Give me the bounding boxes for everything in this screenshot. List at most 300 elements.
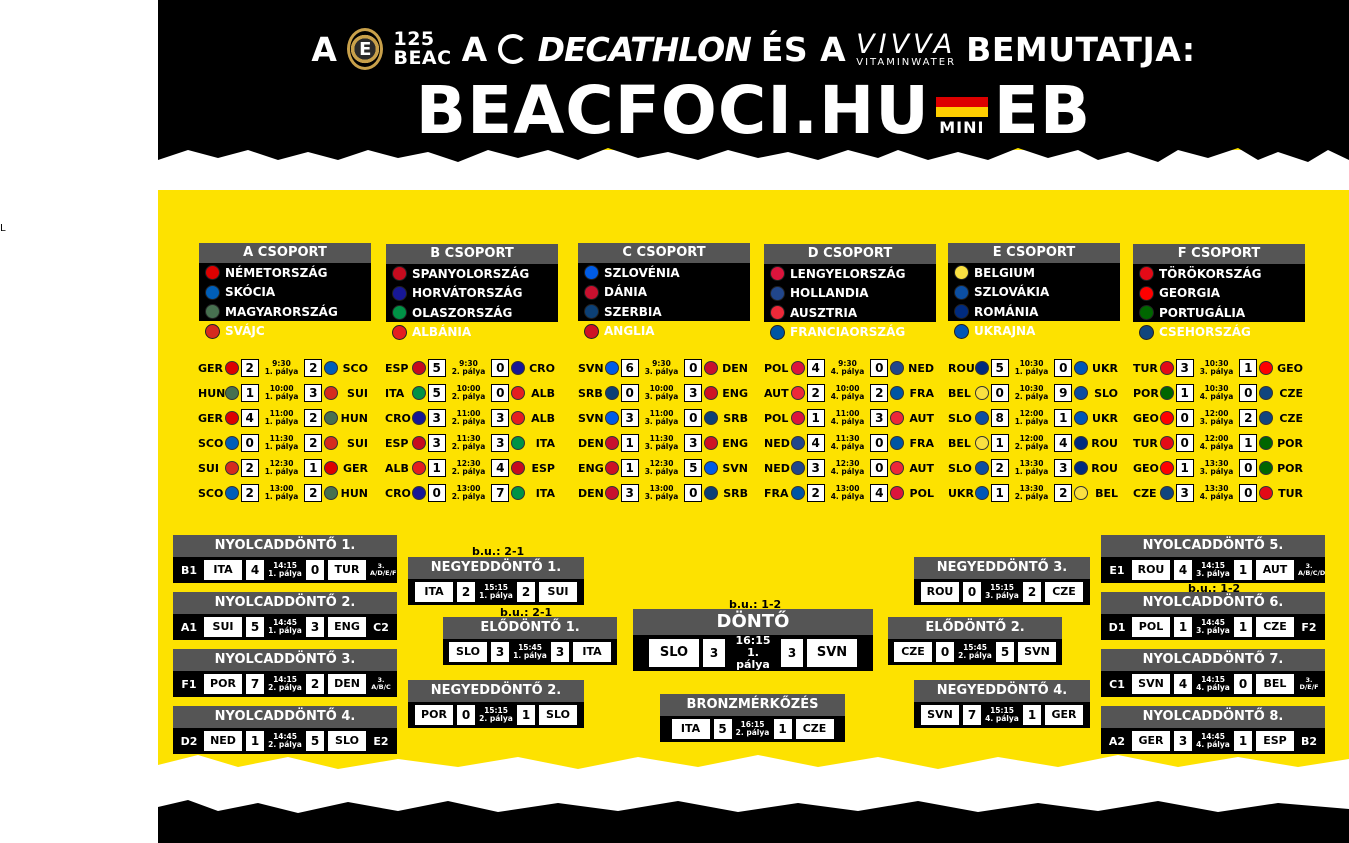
match-time bbox=[1011, 410, 1053, 426]
home-team: ALB bbox=[385, 461, 409, 475]
group-match-row bbox=[948, 383, 1118, 403]
group-title: A CSOPORT bbox=[199, 243, 371, 263]
match-time bbox=[1196, 385, 1238, 401]
away-team: SUI bbox=[539, 582, 577, 602]
away-flag-icon bbox=[324, 486, 338, 500]
home-flag-icon bbox=[225, 461, 239, 475]
match-time bbox=[1196, 410, 1238, 426]
away-flag-icon bbox=[1074, 436, 1088, 450]
team-name: FRANCIAORSZÁG bbox=[790, 325, 906, 340]
final-box bbox=[633, 609, 873, 671]
group-team-row bbox=[1133, 323, 1305, 343]
header-word-es-a: ÉS A bbox=[760, 29, 847, 69]
away-score: 3 bbox=[491, 409, 509, 427]
away-team: ESP bbox=[1256, 731, 1294, 751]
pitch-label: 3. pálya bbox=[644, 492, 679, 501]
away-team: FRA bbox=[909, 386, 934, 400]
away-flag-icon bbox=[511, 486, 525, 500]
away-team: SUI bbox=[347, 436, 368, 450]
kickoff-time: 15:15 bbox=[990, 706, 1014, 715]
header-word-a2: A bbox=[461, 29, 488, 69]
seed-right: 3. A/B/C bbox=[371, 676, 391, 691]
kickoff-time: 10:30 bbox=[1204, 384, 1229, 393]
away-score: 2 bbox=[517, 582, 535, 602]
pitch-label: 1. pálya bbox=[1014, 417, 1049, 426]
pitch-label: 2. pálya bbox=[479, 714, 513, 723]
knockout-score-row bbox=[408, 702, 584, 728]
away-score: 2 bbox=[1239, 409, 1257, 427]
away-team: DEN bbox=[328, 674, 366, 694]
pitch-label: 2. pálya bbox=[451, 367, 486, 376]
away-flag-icon bbox=[890, 436, 904, 450]
team-flag-icon bbox=[205, 265, 220, 280]
pitch-label: 2. pálya bbox=[451, 392, 486, 401]
away-score: 0 bbox=[1054, 359, 1072, 377]
pitch-label: 2. pálya bbox=[268, 740, 302, 749]
away-score: 9 bbox=[1054, 384, 1072, 402]
home-flag-icon bbox=[1160, 461, 1174, 475]
knockout-title: NEGYEDDÖNTŐ 3. bbox=[914, 557, 1090, 579]
group-match-row bbox=[385, 358, 555, 378]
away-flag-icon bbox=[704, 486, 718, 500]
group-match-row bbox=[198, 358, 368, 378]
home-team: TUR bbox=[1133, 436, 1158, 450]
team-flag-icon bbox=[392, 266, 407, 281]
home-team: ROU bbox=[1132, 560, 1170, 580]
match-time bbox=[448, 485, 490, 501]
group-match-row bbox=[385, 458, 555, 478]
team-name: PORTUGÁLIA bbox=[1159, 305, 1246, 320]
home-team: SVN bbox=[1132, 674, 1170, 694]
group-team-row bbox=[1133, 264, 1305, 284]
group-box-2 bbox=[386, 244, 558, 340]
away-score: 3 bbox=[684, 384, 702, 402]
away-flag-icon bbox=[324, 361, 338, 375]
away-score: 0 bbox=[306, 560, 324, 580]
knockout-title: NYOLCADDÖNTŐ 3. bbox=[173, 649, 397, 671]
pitch-label: 4. pálya bbox=[830, 392, 865, 401]
pitch-label: 4. pálya bbox=[830, 367, 865, 376]
home-score: 1 bbox=[991, 434, 1009, 452]
team-name: UKRAJNA bbox=[974, 324, 1036, 339]
away-score: 0 bbox=[1239, 459, 1257, 477]
kickoff-time: 16:15 bbox=[740, 720, 765, 729]
pitch-label: 2. pálya bbox=[1014, 442, 1049, 451]
kickoff-time: 14:15 bbox=[1201, 675, 1225, 684]
team-name: NÉMETORSZÁG bbox=[225, 265, 328, 280]
group-match-row bbox=[764, 483, 934, 503]
mini-badge bbox=[936, 84, 988, 136]
home-team: FRA bbox=[764, 486, 789, 500]
home-flag-icon bbox=[412, 461, 426, 475]
knockout-title: BRONZMÉRKŐZÉS bbox=[660, 694, 845, 716]
away-flag-icon bbox=[1259, 361, 1273, 375]
group-match-row bbox=[578, 383, 748, 403]
away-team: CZE bbox=[796, 719, 834, 739]
kickoff-time: 13:30 bbox=[1204, 484, 1229, 493]
sf1-penalty-note: b.u.: 2-1 bbox=[500, 606, 553, 619]
pitch-label: 3. pálya bbox=[644, 392, 679, 401]
pitch-label: 2. pálya bbox=[1014, 492, 1049, 501]
team-name: HORVÁTORSZÁG bbox=[412, 286, 523, 301]
group-team-row bbox=[578, 302, 750, 322]
match-time bbox=[448, 360, 490, 376]
team-flag-icon bbox=[584, 265, 599, 280]
home-score: 1 bbox=[1176, 459, 1194, 477]
group-team-row bbox=[199, 302, 371, 322]
round-of-16-box-5 bbox=[1101, 535, 1325, 583]
match-time bbox=[1196, 460, 1238, 476]
knockout-title: NEGYEDDÖNTŐ 2. bbox=[408, 680, 584, 702]
home-flag-icon bbox=[412, 436, 426, 450]
home-score: 5 bbox=[428, 384, 446, 402]
knockout-title: NEGYEDDÖNTŐ 1. bbox=[408, 557, 584, 579]
home-flag-icon bbox=[1160, 386, 1174, 400]
away-score: 2 bbox=[306, 674, 324, 694]
home-score: 0 bbox=[241, 434, 259, 452]
home-score: 4 bbox=[807, 359, 825, 377]
team-name: SZLOVÉNIA bbox=[604, 265, 680, 280]
away-team: SLO bbox=[328, 731, 366, 751]
kickoff-time: 10:30 bbox=[1019, 384, 1044, 393]
kickoff-time: 11:00 bbox=[835, 409, 860, 418]
match-time bbox=[479, 584, 513, 600]
pitch-label: 3. pálya bbox=[1199, 417, 1234, 426]
home-flag-icon bbox=[1160, 411, 1174, 425]
pitch-label: 4. pálya bbox=[1199, 392, 1234, 401]
home-score: 2 bbox=[241, 359, 259, 377]
knockout-title: DÖNTŐ bbox=[633, 609, 873, 635]
away-flag-icon bbox=[1074, 361, 1088, 375]
home-score: 1 bbox=[1176, 384, 1194, 402]
pitch-label: 1. pálya bbox=[264, 492, 299, 501]
away-team: SLO bbox=[1094, 386, 1118, 400]
away-team: NED bbox=[908, 361, 934, 375]
beac-crest-icon: E bbox=[347, 28, 383, 70]
kickoff-time: 14:45 bbox=[1201, 618, 1225, 627]
away-flag-icon bbox=[511, 436, 525, 450]
home-team: NED bbox=[764, 461, 790, 475]
home-team: POL bbox=[764, 361, 789, 375]
away-flag-icon bbox=[1259, 486, 1273, 500]
away-score: 4 bbox=[870, 484, 888, 502]
match-time bbox=[1011, 385, 1053, 401]
group-match-row bbox=[385, 483, 555, 503]
kickoff-time: 14:45 bbox=[273, 618, 297, 627]
group-match-row bbox=[764, 458, 934, 478]
torn-footer-background bbox=[158, 745, 1349, 843]
away-flag-icon bbox=[890, 361, 904, 375]
away-score: 0 bbox=[870, 359, 888, 377]
away-score: 2 bbox=[304, 484, 322, 502]
pitch-label: 2. pálya bbox=[958, 651, 992, 660]
match-time bbox=[261, 410, 303, 426]
away-flag-icon bbox=[1259, 411, 1273, 425]
team-name: ROMÁNIA bbox=[974, 304, 1039, 319]
home-team: SRB bbox=[578, 386, 603, 400]
round-of-16-box-6 bbox=[1101, 592, 1325, 640]
home-flag-icon bbox=[1160, 436, 1174, 450]
away-score: 1 bbox=[1234, 617, 1252, 637]
home-flag-icon bbox=[605, 386, 619, 400]
away-team: BEL bbox=[1095, 486, 1118, 500]
home-team: ITA bbox=[385, 386, 405, 400]
kickoff-time: 9:30 bbox=[272, 359, 291, 368]
home-team: ROU bbox=[948, 361, 975, 375]
knockout-score-row bbox=[1101, 728, 1325, 754]
away-team: SVN bbox=[807, 639, 857, 667]
home-score: 0 bbox=[428, 484, 446, 502]
home-flag-icon bbox=[791, 486, 805, 500]
pitch-label: 3. pálya bbox=[985, 591, 1019, 600]
group-match-row bbox=[1133, 483, 1303, 503]
team-flag-icon bbox=[584, 285, 599, 300]
home-flag-icon bbox=[605, 411, 619, 425]
kickoff-time: 11:30 bbox=[269, 434, 294, 443]
away-score: 5 bbox=[996, 642, 1014, 662]
away-team: FRA bbox=[909, 436, 934, 450]
seed-right: 3. A/D/E/F bbox=[370, 562, 397, 577]
pitch-label: 3. pálya bbox=[1199, 467, 1234, 476]
home-flag-icon bbox=[605, 461, 619, 475]
knockout-score-row bbox=[173, 557, 397, 583]
match-time bbox=[1196, 733, 1230, 749]
group-match-row bbox=[764, 408, 934, 428]
kickoff-time: 14:45 bbox=[1201, 732, 1225, 741]
match-time bbox=[268, 562, 302, 578]
away-flag-icon bbox=[324, 436, 338, 450]
kickoff-time: 13:00 bbox=[649, 484, 674, 493]
group-box-1 bbox=[199, 243, 371, 339]
seed-right: 3. A/B/C/D bbox=[1298, 562, 1326, 577]
team-name: OLASZORSZÁG bbox=[412, 305, 513, 320]
away-team: GEO bbox=[1277, 361, 1303, 375]
home-score: 2 bbox=[241, 459, 259, 477]
home-team: ROU bbox=[921, 582, 959, 602]
away-flag-icon bbox=[511, 386, 525, 400]
away-score: 0 bbox=[491, 359, 509, 377]
kickoff-time: 12:30 bbox=[649, 459, 674, 468]
knockout-score-row bbox=[914, 702, 1090, 728]
match-time bbox=[985, 584, 1019, 600]
away-team: HUN bbox=[340, 486, 368, 500]
home-flag-icon bbox=[791, 386, 805, 400]
home-team: POR bbox=[204, 674, 242, 694]
match-time bbox=[448, 460, 490, 476]
away-team: UKR bbox=[1092, 411, 1118, 425]
kickoff-time: 12:30 bbox=[835, 459, 860, 468]
pitch-label: 3. pálya bbox=[644, 417, 679, 426]
team-flag-icon bbox=[1139, 305, 1154, 320]
home-flag-icon bbox=[791, 361, 805, 375]
knockout-title: NYOLCADDÖNTŐ 7. bbox=[1101, 649, 1325, 671]
away-score: 0 bbox=[870, 434, 888, 452]
match-time bbox=[641, 435, 683, 451]
knockout-score-row bbox=[660, 716, 845, 742]
group-match-row bbox=[1133, 383, 1303, 403]
group-match-row bbox=[198, 408, 368, 428]
team-flag-icon bbox=[392, 325, 407, 340]
away-score: 0 bbox=[684, 484, 702, 502]
decathlon-swoosh-icon bbox=[498, 34, 528, 64]
home-score: 0 bbox=[1176, 409, 1194, 427]
seed-left: A2 bbox=[1108, 734, 1126, 748]
home-team: POR bbox=[415, 705, 453, 725]
seed-left: D2 bbox=[180, 734, 198, 748]
home-score: 4 bbox=[241, 409, 259, 427]
away-score: 3 bbox=[306, 617, 324, 637]
home-score: 3 bbox=[1174, 731, 1192, 751]
title-beacfoci: BEACFOCI.HU bbox=[415, 71, 930, 149]
pitch-label: 3. pálya bbox=[644, 467, 679, 476]
kickoff-time: 13:00 bbox=[456, 484, 481, 493]
match-time bbox=[448, 385, 490, 401]
match-time bbox=[1196, 485, 1238, 501]
team-name: ANGLIA bbox=[604, 324, 655, 339]
poster bbox=[158, 0, 1349, 843]
home-team: GEO bbox=[1133, 411, 1159, 425]
kickoff-time: 10:00 bbox=[835, 384, 860, 393]
home-score: 3 bbox=[621, 484, 639, 502]
away-score: 3 bbox=[781, 639, 803, 667]
group-box-3 bbox=[578, 243, 750, 339]
pitch-label: 4. pálya bbox=[1199, 492, 1234, 501]
home-score: 1 bbox=[1174, 617, 1192, 637]
kickoff-time: 14:15 bbox=[273, 675, 297, 684]
seed-left: A1 bbox=[180, 620, 198, 634]
pitch-label: 1. pálya bbox=[268, 626, 302, 635]
beac-logo-text bbox=[393, 30, 451, 68]
away-score: 4 bbox=[491, 459, 509, 477]
home-score: 3 bbox=[703, 639, 725, 667]
away-team: ENG bbox=[722, 386, 748, 400]
away-team: HUN bbox=[340, 411, 368, 425]
knockout-title: ELŐDÖNTŐ 2. bbox=[888, 617, 1062, 639]
pitch-label: 1. pálya bbox=[1014, 367, 1049, 376]
team-flag-icon bbox=[584, 324, 599, 339]
kickoff-time: 11:30 bbox=[649, 434, 674, 443]
bronze-match-box bbox=[660, 694, 845, 742]
away-score: 0 bbox=[684, 359, 702, 377]
group-match-row bbox=[578, 458, 748, 478]
pitch-label: 3. pálya bbox=[644, 367, 679, 376]
match-time bbox=[729, 635, 777, 671]
r16-penalty-note: b.u.: 1-2 bbox=[1188, 582, 1241, 595]
match-time bbox=[827, 485, 869, 501]
home-flag-icon bbox=[791, 461, 805, 475]
kickoff-time: 10:00 bbox=[649, 384, 674, 393]
semifinal-box-1 bbox=[443, 617, 617, 665]
home-team: SUI bbox=[204, 617, 242, 637]
kickoff-time: 9:30 bbox=[459, 359, 478, 368]
home-team: CRO bbox=[385, 486, 411, 500]
team-flag-icon bbox=[770, 266, 785, 281]
group-team-row bbox=[386, 264, 558, 284]
home-score: 4 bbox=[807, 434, 825, 452]
team-flag-icon bbox=[392, 305, 407, 320]
away-score: 2 bbox=[870, 384, 888, 402]
knockout-score-row bbox=[914, 579, 1090, 605]
kickoff-time: 11:30 bbox=[835, 434, 860, 443]
group-box-4 bbox=[764, 244, 936, 340]
kickoff-time: 15:15 bbox=[990, 583, 1014, 592]
vitaminwater-word: VITAMINWATER bbox=[856, 56, 957, 68]
home-score: 3 bbox=[428, 434, 446, 452]
home-score: 0 bbox=[991, 384, 1009, 402]
pitch-label: 1. pálya bbox=[1014, 467, 1049, 476]
group-match-row bbox=[948, 458, 1118, 478]
group-team-row bbox=[764, 303, 936, 323]
away-team: AUT bbox=[909, 461, 934, 475]
home-team: POR bbox=[1133, 386, 1159, 400]
pitch-label: 4. pálya bbox=[830, 492, 865, 501]
pitch-label: 1. pálya bbox=[513, 651, 547, 660]
home-team: ITA bbox=[672, 719, 710, 739]
home-score: 6 bbox=[621, 359, 639, 377]
home-flag-icon bbox=[975, 486, 989, 500]
match-time bbox=[827, 360, 869, 376]
away-team: ROU bbox=[1091, 461, 1118, 475]
away-score: 0 bbox=[1239, 484, 1257, 502]
home-score: 1 bbox=[428, 459, 446, 477]
team-name: CSEHORSZÁG bbox=[1159, 325, 1251, 340]
away-team: SVN bbox=[722, 461, 748, 475]
away-score: 0 bbox=[870, 459, 888, 477]
kickoff-time: 16:15 bbox=[735, 634, 771, 647]
home-score: 3 bbox=[807, 459, 825, 477]
decathlon-logo: DECATHLON bbox=[537, 29, 751, 69]
kickoff-time: 15:45 bbox=[518, 643, 542, 652]
group-match-row bbox=[1133, 408, 1303, 428]
away-team: TUR bbox=[1278, 486, 1303, 500]
kickoff-time: 12:30 bbox=[269, 459, 294, 468]
group-match-row bbox=[1133, 458, 1303, 478]
group-match-row bbox=[385, 383, 555, 403]
match-time bbox=[1011, 360, 1053, 376]
kickoff-time: 13:30 bbox=[1019, 459, 1044, 468]
away-score: 2 bbox=[304, 359, 322, 377]
home-flag-icon bbox=[605, 361, 619, 375]
group-match-row bbox=[1133, 358, 1303, 378]
team-name: HOLLANDIA bbox=[790, 286, 869, 301]
team-name: MAGYARORSZÁG bbox=[225, 304, 338, 319]
kickoff-time: 15:15 bbox=[484, 583, 508, 592]
knockout-score-row bbox=[408, 579, 584, 605]
match-time bbox=[827, 435, 869, 451]
away-flag-icon bbox=[704, 436, 718, 450]
team-name: LENGYELORSZÁG bbox=[790, 266, 906, 281]
pitch-label: 3. pálya bbox=[1196, 626, 1230, 635]
away-team: AUT bbox=[909, 411, 934, 425]
away-score: 2 bbox=[304, 434, 322, 452]
team-flag-icon bbox=[954, 324, 969, 339]
match-time bbox=[268, 676, 302, 692]
knockout-title: NYOLCADDÖNTŐ 6. bbox=[1101, 592, 1325, 614]
away-team: ITA bbox=[535, 436, 555, 450]
seed-left: E1 bbox=[1109, 563, 1125, 577]
away-score: 0 bbox=[491, 384, 509, 402]
away-score: 1 bbox=[774, 719, 792, 739]
away-flag-icon bbox=[1074, 386, 1088, 400]
match-time bbox=[1196, 562, 1230, 578]
home-flag-icon bbox=[605, 486, 619, 500]
header-word-a1: A bbox=[311, 29, 338, 69]
home-flag-icon bbox=[412, 486, 426, 500]
home-score: 2 bbox=[807, 484, 825, 502]
round-of-16-box-4 bbox=[173, 706, 397, 754]
home-score: 1 bbox=[621, 434, 639, 452]
germany-flag-icon bbox=[936, 87, 988, 117]
